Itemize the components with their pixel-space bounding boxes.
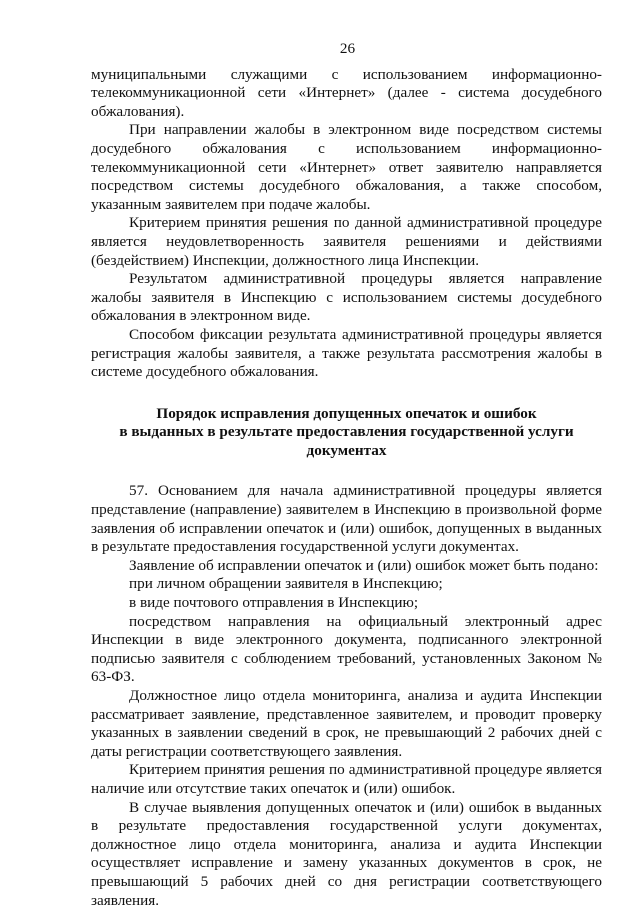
list-item: посредством направления на официальный электронный адрес Инспекции в виде электронного документа, подписанного электронной подписью заявителя с соблюдением требований, установленных Законом № 63-ФЗ. [91,612,602,686]
list-item: при личном обращении заявителя в Инспекцию; [129,575,443,593]
paragraph: Заявление об исправлении опечаток и (или) ошибок может быть подано: [129,556,599,574]
bottom-section [91,482,602,910]
paragraph: Должностное лицо отдела мониторинга, анализа и аудита Инспекции рассматривает заявление, представленное заявителем, и проводит проверку указанных в заявлении сведений в срок, не превышающий 2 рабочих дней с даты регистрации соответствующего заявления. [91,687,602,760]
page-number: 26 [339,40,356,57]
paragraph-continuation: муниципальными служащими с использованием информационно-телекоммуникационной сети «Интернет» (далее - система досудебного обжалования). [91,65,602,120]
paragraph: При направлении жалобы в электронном виде посредством системы досудебного обжалования с использованием информационно-телекоммуникационной сети «Интернет» ответ заявителю направляется посредством системы досудебного обжалования, а также способом, указанным заявителем при подаче жалобы. [91,121,602,213]
paragraph: Результатом административной процедуры является направление жалобы заявителя в Инспекцию с использованием системы досудебного обжалования в электронном виде. [91,270,602,325]
top-section [91,66,602,382]
paragraph: Критерием принятия решения по данной административной процедуре является неудовлетворенность заявителя решениями и действиями (бездействием) Инспекции, должностного лица Инспекции. [91,214,602,269]
paragraph: В случае выявления допущенных опечаток и (или) ошибок в выданных в результате предоставления государственной услуги документах, должностное лицо отдела мониторинга, анализа и аудита Инспекции осуществляет исправление и замену указанных документов в срок, не превышающий 5 рабочих дней со дня регистрации соответствующего заявления. [91,798,602,909]
section-heading [91,405,602,461]
paragraph: Способом фиксации результата административной процедуры является регистрация жалобы заявителя, а также результата рассмотрения жалобы в системе досудебного обжалования. [91,325,602,381]
list-item: в виде почтового отправления в Инспекцию; [129,594,419,612]
heading-line: в выданных в результате предоставления государственной услуги [119,423,574,441]
heading-line: Порядок исправления допущенных опечаток и ошибок [156,404,537,422]
heading-line: документах [306,441,387,459]
paragraph: Критерием принятия решения по административной процедуре является наличие или отсутствие таких опечаток и (или) ошибок. [91,761,602,797]
paragraph-57: 57. Основанием для начала административной процедуры является представление (направление) заявителем в Инспекцию в произвольной форме заявления об исправлении опечаток и (или) ошибок, допущенных в выданных в результате предоставления государственной услуги документах. [91,482,602,556]
